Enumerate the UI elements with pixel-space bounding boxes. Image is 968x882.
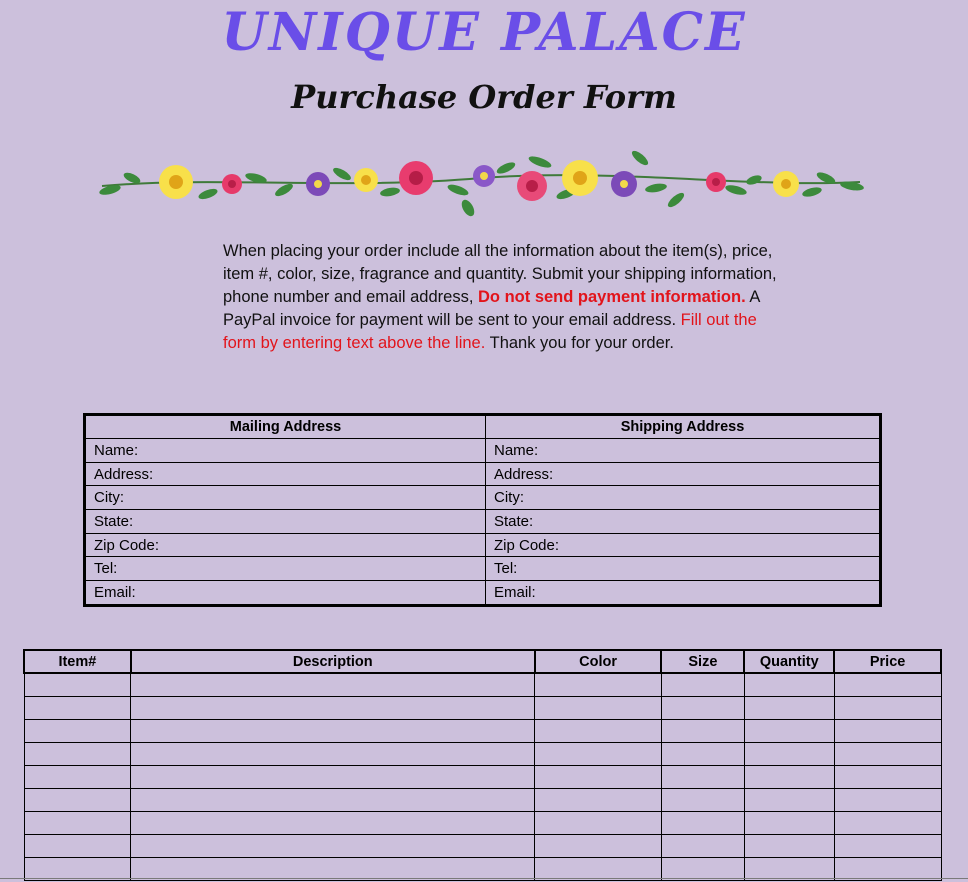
color-cell[interactable] <box>535 743 662 766</box>
size-cell[interactable] <box>661 697 744 720</box>
shipping-state-field[interactable]: State: <box>486 510 881 534</box>
address-row-address <box>85 462 881 486</box>
item-number-cell[interactable] <box>24 743 131 766</box>
shipping-address-field[interactable]: Address: <box>486 462 881 486</box>
mailing-address-header: Mailing Address <box>85 415 486 439</box>
quantity-cell[interactable] <box>744 743 834 766</box>
instructions-text-1: When placing your order include all the information about the item(s), price, item #, color, size, fragrance and quantity. Submit your shipping information, phone number and email address, <box>223 242 777 306</box>
shipping-address-header: Shipping Address <box>486 415 881 439</box>
quantity-column-header: Quantity <box>744 650 834 673</box>
table-row <box>24 697 941 720</box>
divider <box>0 878 968 879</box>
order-instructions <box>223 240 783 355</box>
table-row <box>24 835 941 858</box>
description-cell[interactable] <box>131 812 535 835</box>
table-row <box>24 812 941 835</box>
quantity-cell[interactable] <box>744 720 834 743</box>
mailing-email-field[interactable]: Email: <box>85 581 486 606</box>
item-number-column-header: Item# <box>24 650 131 673</box>
table-row <box>24 789 941 812</box>
order-items-table <box>23 649 942 881</box>
size-column-header: Size <box>661 650 744 673</box>
store-title: UNIQUE PALACE <box>221 2 747 63</box>
quantity-cell[interactable] <box>744 673 834 697</box>
description-cell[interactable] <box>131 766 535 789</box>
mailing-zip-field[interactable]: Zip Code: <box>85 533 486 557</box>
price-column-header: Price <box>834 650 941 673</box>
color-cell[interactable] <box>535 697 662 720</box>
item-number-cell[interactable] <box>24 697 131 720</box>
table-row <box>24 673 941 697</box>
quantity-cell[interactable] <box>744 789 834 812</box>
shipping-zip-field[interactable]: Zip Code: <box>486 533 881 557</box>
item-number-cell[interactable] <box>24 720 131 743</box>
order-items-body <box>24 673 941 881</box>
shipping-city-field[interactable]: City: <box>486 486 881 510</box>
table-row <box>24 743 941 766</box>
item-number-cell[interactable] <box>24 789 131 812</box>
address-row-state <box>85 510 881 534</box>
color-cell[interactable] <box>535 720 662 743</box>
table-row <box>24 766 941 789</box>
instructions-text-3: Thank you for your order. <box>485 334 674 352</box>
address-row-zip <box>85 533 881 557</box>
form-title: Purchase Order Form <box>291 78 677 116</box>
color-cell[interactable] <box>535 673 662 697</box>
item-number-cell[interactable] <box>24 673 131 697</box>
item-number-cell[interactable] <box>24 812 131 835</box>
item-number-cell[interactable] <box>24 766 131 789</box>
mailing-name-field[interactable]: Name: <box>85 439 486 463</box>
instructions-text-2: A PayPal invoice for payment will be sent to your email address. <box>223 288 760 329</box>
price-cell[interactable] <box>834 766 941 789</box>
color-cell[interactable] <box>535 835 662 858</box>
quantity-cell[interactable] <box>744 697 834 720</box>
item-number-cell[interactable] <box>24 835 131 858</box>
fill-instruction: Fill out the form by entering text above the line. <box>223 311 757 352</box>
quantity-cell[interactable] <box>744 812 834 835</box>
color-column-header: Color <box>535 650 662 673</box>
size-cell[interactable] <box>661 720 744 743</box>
description-cell[interactable] <box>131 720 535 743</box>
mailing-tel-field[interactable]: Tel: <box>85 557 486 581</box>
price-cell[interactable] <box>834 673 941 697</box>
description-cell[interactable] <box>131 673 535 697</box>
description-column-header: Description <box>131 650 535 673</box>
color-cell[interactable] <box>535 812 662 835</box>
price-cell[interactable] <box>834 720 941 743</box>
description-cell[interactable] <box>131 789 535 812</box>
address-table <box>83 413 882 607</box>
table-row <box>24 720 941 743</box>
address-row-tel <box>85 557 881 581</box>
address-row-name <box>85 439 881 463</box>
size-cell[interactable] <box>661 673 744 697</box>
flower-garland-icon <box>96 148 866 220</box>
description-cell[interactable] <box>131 743 535 766</box>
size-cell[interactable] <box>661 812 744 835</box>
description-cell[interactable] <box>131 697 535 720</box>
mailing-address-field[interactable]: Address: <box>85 462 486 486</box>
size-cell[interactable] <box>661 766 744 789</box>
address-row-city <box>85 486 881 510</box>
size-cell[interactable] <box>661 743 744 766</box>
price-cell[interactable] <box>834 835 941 858</box>
mailing-city-field[interactable]: City: <box>85 486 486 510</box>
quantity-cell[interactable] <box>744 835 834 858</box>
color-cell[interactable] <box>535 766 662 789</box>
size-cell[interactable] <box>661 789 744 812</box>
price-cell[interactable] <box>834 789 941 812</box>
price-cell[interactable] <box>834 812 941 835</box>
shipping-email-field[interactable]: Email: <box>494 583 536 601</box>
address-row-email <box>85 581 881 606</box>
shipping-tel-field[interactable]: Tel: <box>486 557 881 581</box>
price-cell[interactable] <box>834 697 941 720</box>
description-cell[interactable] <box>131 835 535 858</box>
mailing-state-field[interactable]: State: <box>85 510 486 534</box>
payment-warning: Do not send payment information. <box>478 288 746 306</box>
size-cell[interactable] <box>661 835 744 858</box>
color-cell[interactable] <box>535 789 662 812</box>
shipping-name-field[interactable]: Name: <box>486 439 881 463</box>
price-cell[interactable] <box>834 743 941 766</box>
quantity-cell[interactable] <box>744 766 834 789</box>
